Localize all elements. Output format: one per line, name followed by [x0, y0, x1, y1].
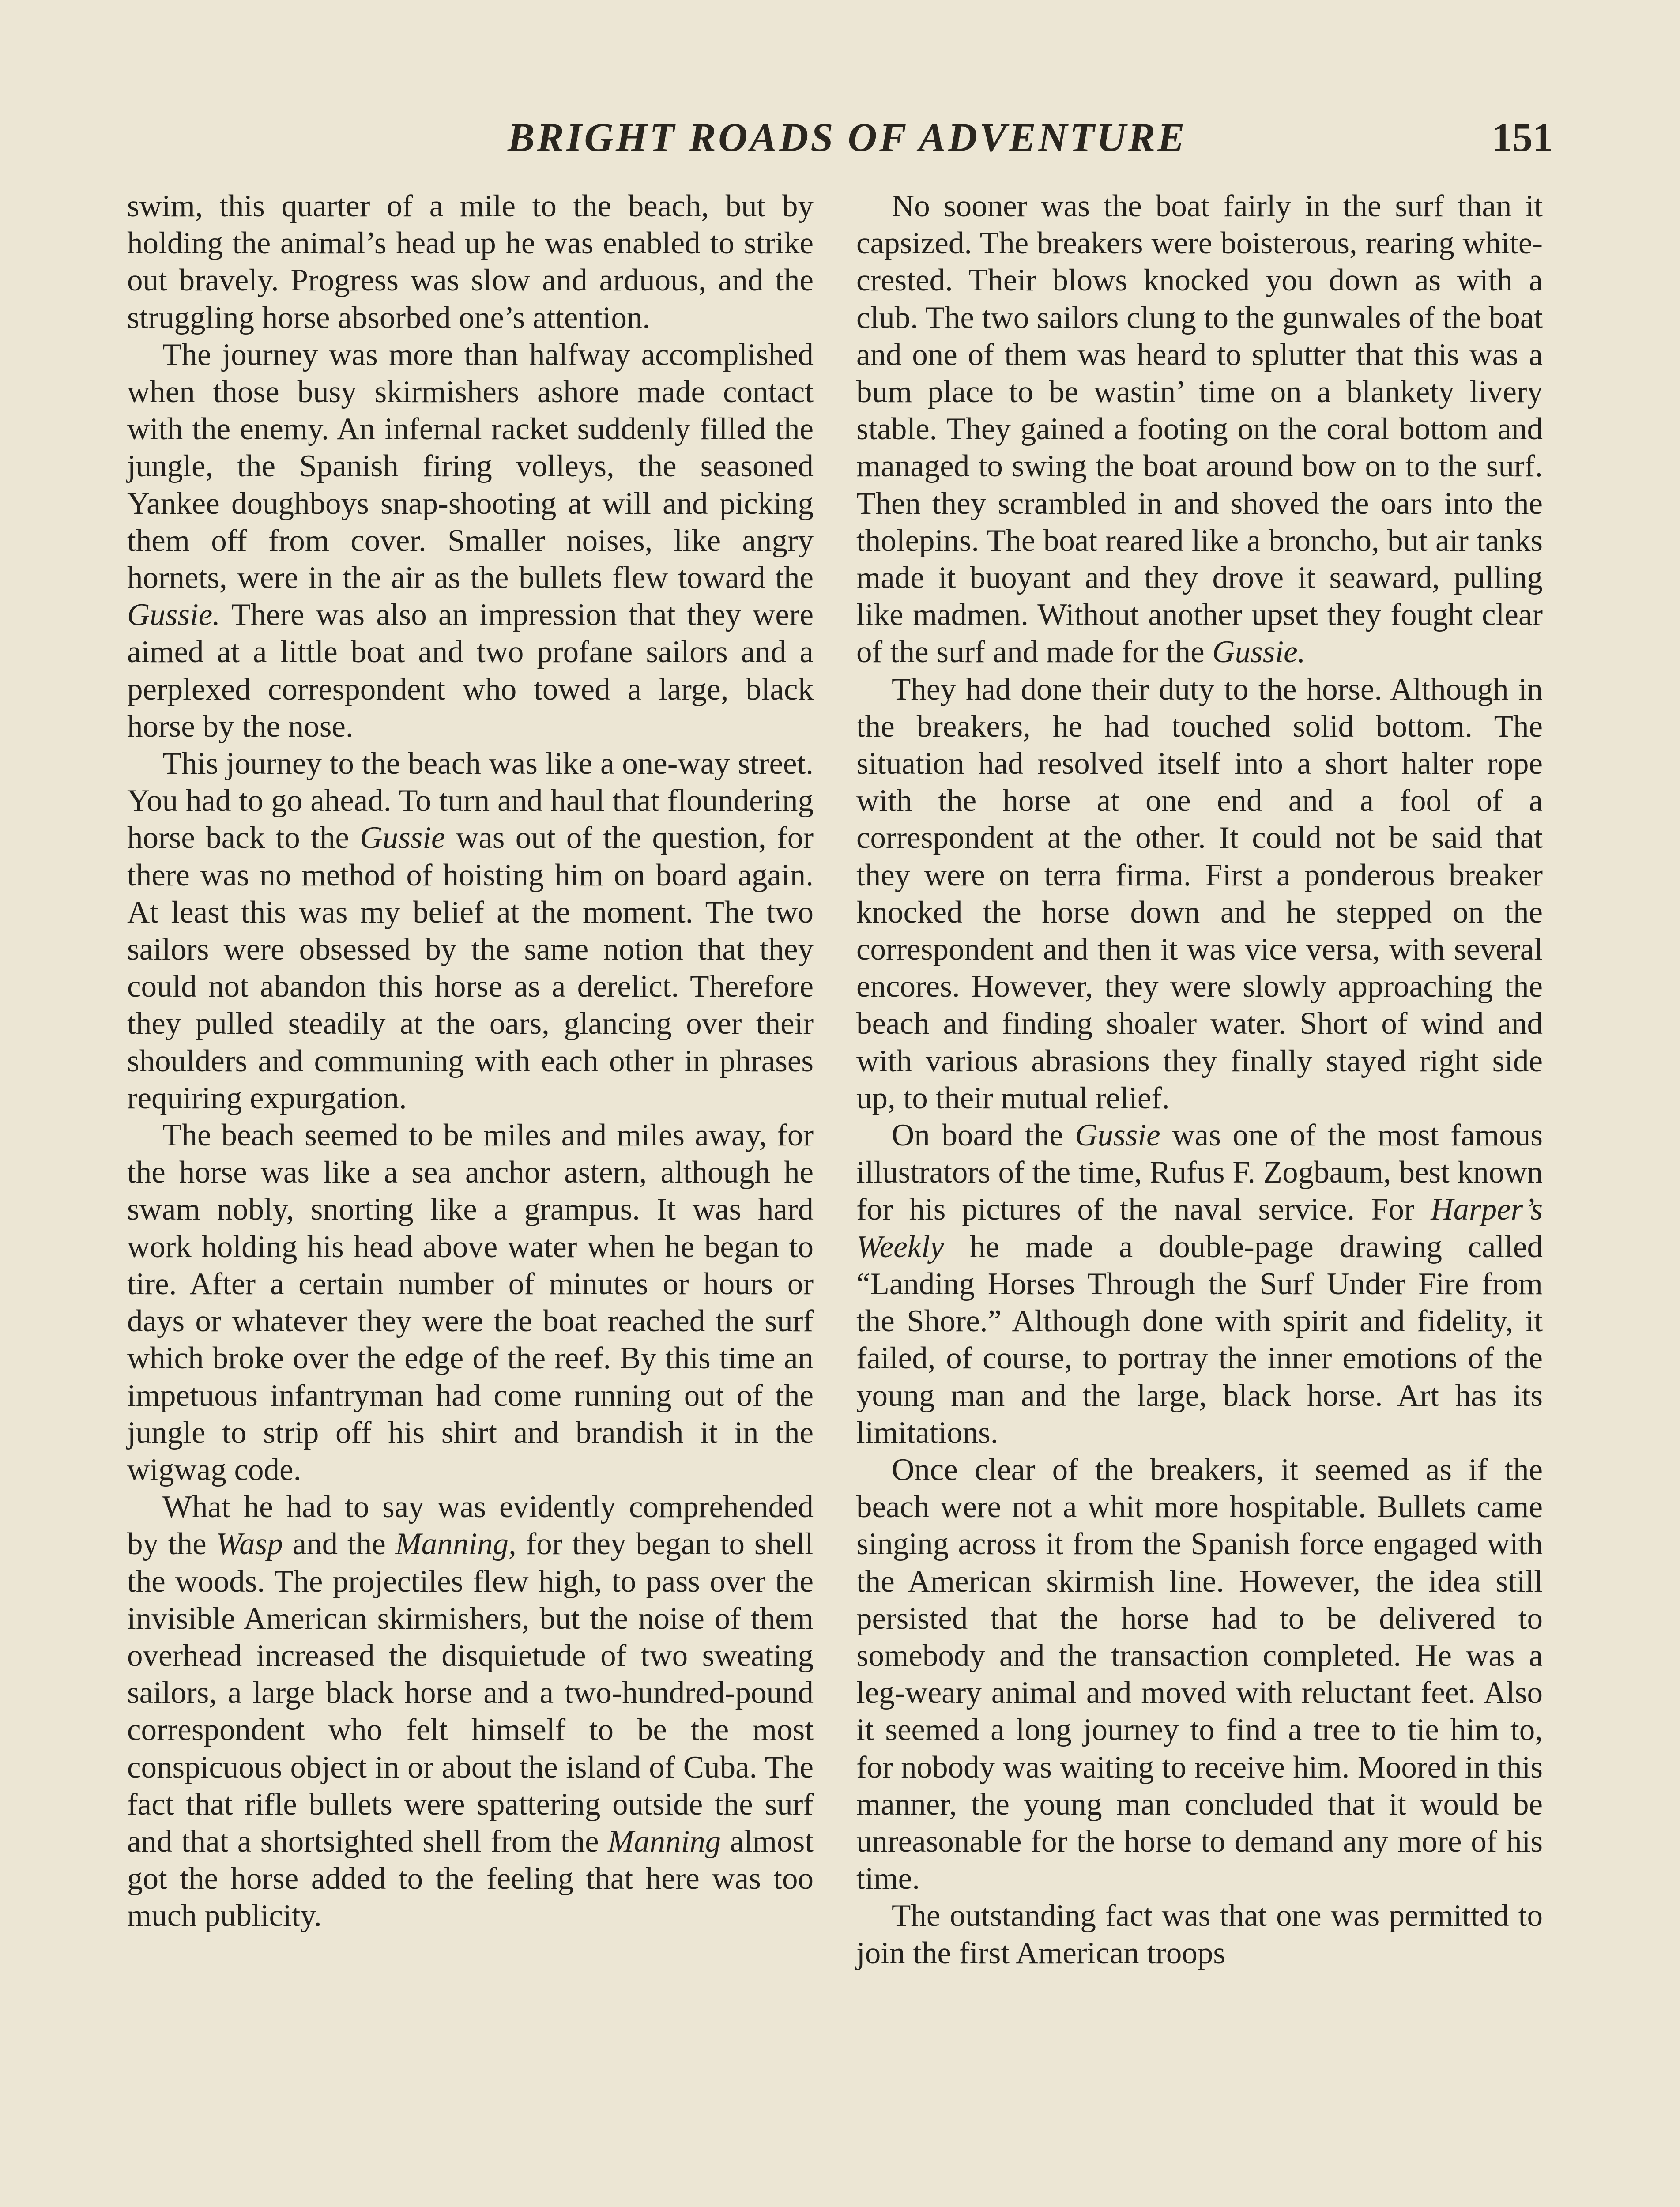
- right-column: [856, 188, 1543, 1972]
- paragraph: This journey to the beach was like a one-way street. You had to go ahead. To turn and haul that floundering horse back to the Gussie was out of the question, for there was no method of hoisting him on board again. At least this was my belief at the moment. The two sailors were obsessed by the same notion that they could not abandon this horse as a derelict. Therefore they pulled steadily at the oars, glancing over their shoulders and communing with each other in phrases requiring expurgation.: [127, 746, 814, 1115]
- paragraph: What he had to say was evidently comprehended by the Wasp and the Manning, for they began to shell the woods. The projectiles flew high, to pass over the invisible American skirmishers, but the noise of them overhead increased the disquietude of two sweating sailors, a large black horse and a two-hundred-pound correspondent who felt himself to be the most conspicuous object in or about the island of Cuba. The fact that rifle bullets were spattering outside the surf and that a shortsighted shell from the Manning almost got the horse added to the feeling that here was too much publicity.: [127, 1490, 814, 1933]
- paragraph: Once clear of the breakers, it seemed as if the beach were not a whit more hospitable. Bullets came singing across it from the Spanish force engaged with the American skirmish line. However, the idea still persisted that the horse had to be delivered to somebody and the transaction completed. He was a leg-weary animal and moved with reluctant feet. Also it seemed a long journey to find a tree to tie him to, for nobody was waiting to receive him. Moored in this manner, the young man concluded that it would be unreasonable for the horse to demand any more of his time.: [856, 1452, 1543, 1896]
- paragraph: They had done their duty to the horse. Although in the breakers, he had touched solid bottom. The situation had resolved itself into a short halter rope with the horse at one end and a fool of a correspondent at the other. It could not be said that they were on terra firma. First a ponderous breaker knocked the horse down and he stepped on the correspondent and then it was vice versa, with several encores. However, they were slowly approaching the beach and finding shoaler water. Short of wind and with various abrasions they finally stayed right side up, to their mutual relief.: [856, 672, 1543, 1115]
- paragraph: On board the Gussie was one of the most famous illustrators of the time, Rufus F. Zogbaum, best known for his pictures of the naval service. For Harper’s Weekly he made a double-page drawing called “Landing Horses Through the Surf Under Fire from the Shore.” Although done with spirit and fidelity, it failed, of course, to portray the inner emotions of the young man and the large, black horse. Art has its limitations.: [856, 1118, 1543, 1450]
- paragraph: The outstanding fact was that one was permitted to join the first American troops: [856, 1898, 1543, 1970]
- left-column: [127, 188, 814, 1935]
- paragraph: The journey was more than halfway accomplished when those busy skirmishers ashore made contact with the enemy. An infernal racket suddenly filled the jungle, the Spanish firing volleys, the seasoned Yankee doughboys snap-shooting at will and picking them off from cover. Smaller noises, like angry hornets, were in the air as the bullets flew toward the Gussie. There was also an impression that they were aimed at a little boat and two profane sailors and a perplexed correspondent who towed a large, black horse by the nose.: [127, 337, 814, 744]
- page-number: 151: [1492, 115, 1553, 160]
- paragraph: swim, this quarter of a mile to the beach, but by holding the animal’s head up he was enabled to strike out bravely. Progress was slow and arduous, and the struggling horse absorbed one’s attention.: [127, 189, 814, 335]
- paragraph: No sooner was the boat fairly in the surf than it capsized. The breakers were boisterous, rearing white-crested. Their blows knocked you down as with a club. The two sailors clung to the gunwales of the boat and one of them was heard to splutter that this was a bum place to be wastin’ time on a blankety livery stable. They gained a footing on the coral bottom and managed to swing the boat around bow on to the surf. Then they scrambled in and shoved the oars into the tholepins. The boat reared like a broncho, but air tanks made it buoyant and they drove it seaward, pulling like madmen. Without another upset they fought clear of the surf and made for the Gussie.: [856, 189, 1543, 670]
- paragraph: The beach seemed to be miles and miles away, for the horse was like a sea anchor astern, although he swam nobly, snorting like a grampus. It was hard work holding his head above water when he began to tire. After a certain number of minutes or hours or days or whatever they were the boat reached the surf which broke over the edge of the reef. By this time an impetuous infantryman had come running out of the jungle to strip off his shirt and brandish it in the wigwag code.: [127, 1118, 814, 1487]
- running-head: BRIGHT ROADS OF ADVENTURE: [508, 115, 1187, 160]
